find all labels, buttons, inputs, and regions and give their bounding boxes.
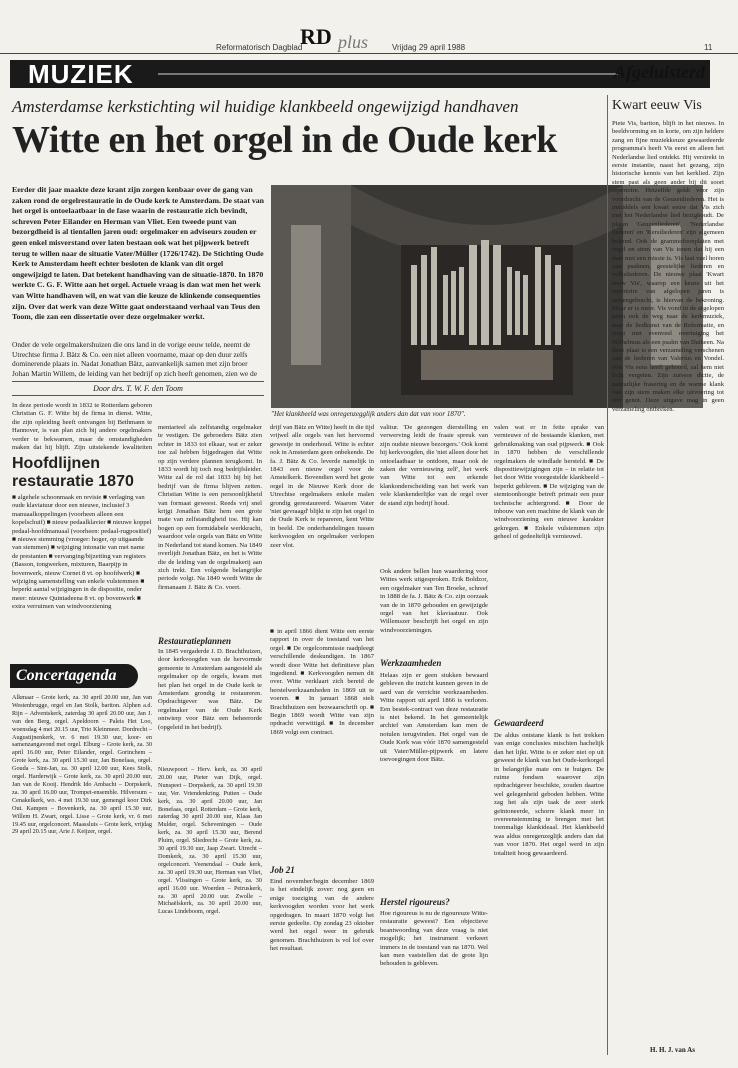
sidebar-divider	[607, 95, 608, 1055]
sidebar-signature: H. H. J. van As	[650, 1046, 695, 1054]
subhead-hoofdlijnen: Hoofdlijnen restauratie 1870	[12, 455, 134, 490]
article-col4c: Helaas zijn er geen stukken bewaard gebleven die inzicht kunnen geven in de aard van de verrichte werkzaamheden. Witte rapport uit april 1866 is verloren. Een bestek-contract van deze restauratie is niet bekend. In het gemeentelijk archief van Amsterdam kan men de notulen terugvinden. Het orgel van de Oude Kerk was vóór 1870 samengesteld uit Vater/Müller-pijpwerk en latere toevoegingen door Bätz.	[380, 672, 488, 764]
article-col3b: ■ in april 1866 dient Witte een eerste rapport in over de toestand van het orgel. ■ De orgelcommissie raadpleegt verschillende deskundigen. In 1867 wordt door Witte het definitieve plan ingediend. ■ Kerkvoogden nemen dit over. Witte verklaart zich bereid de herstelwerkzaamheden in 1869 uit te voeren. ■ In januari 1868 stelt Brachthuizen een bezwaarschrift op. ■ Begin 1869 wordt Witte van zijn opdracht verwittigd. ■ In december 1869 volgt een contract.	[270, 628, 374, 736]
concert-agenda-tag: Concertagenda	[10, 664, 138, 688]
section-title: MUZIEK	[28, 59, 134, 89]
section-bar-rule	[158, 73, 618, 75]
masthead-date: Vrijdag 29 april 1988	[392, 43, 466, 52]
masthead	[0, 24, 738, 54]
masthead-logo: RD	[300, 24, 332, 49]
article-col3c: Eind november/begin december 1869 is het eindelijk zover: nog geen en enige toeziging van de andere kerkvoogden worden voor het werk opgedragen. In maart 1870 volgt het eerste gedeelte. Op zondag 23 oktober werd het orgel weer in gebruik genomen. Brachthuizen is vol lof over het resultaat.	[270, 878, 374, 953]
concert-col2: Nieuwpoort – Herv. kerk, za. 30 april 20.00 uur, Pieter van Dijk, orgel. Nunspeet – Dorpskerk, za. 30 april 19.30 uur, Ver. Vriendenkring. Putten – Oude kerk, za. 30 april 20.00 uur, Jan Bonefaas, orgel. Rotterdam – Grote kerk, zaterdag 30 april 20.00 uur, Klaas Jan Mulder, orgel. Scheveningen – Oude kerk, za. 30 april 15.30 uur, Berend Pluim, orgel. Sliedrecht – Grote kerk, za. 30 april 19.30 uur, Jaap Zwart. Utrecht – Domkerk, za. 30 april 15.30 uur, orgelconcert. Veenendaal – Oude kerk, za. 30 april 19.30 uur, Herman van Vliet, orgel. Vlissingen – Grote kerk, za. 30 april 16.00 uur. Woerden – Petruskerk, za. 30 april 20.00 uur. Zwolle – Michaëlskerk, za. 30 april 20.00 uur, Lucas Lindeboom, orgel.	[158, 766, 262, 916]
article-intro-2: Onder de vele orgelmakershuizen die ons land in de vorige eeuw telde, neemt de Utrechtse firma J. Bätz & Co. een niet alleen voorname, maar op den duur zelfs dominerende plaats in. Nadat Jonathan Bätz, aanvankelijk samen met zijn broer Johan Martin Willem, de leiding van het bedrijf op zich heeft genomen, zien we de	[12, 340, 258, 378]
article-col4b: Ook andere bellen hun waardering voor Wittes werk uitgesproken. Erik Boldzor, een orgelmaker van Ten Broeke, schreef in 1888 de fa. J. Bätz & Co. zijn oorzaak van de in 1870 gehouden en gewijzigde orgel van het klaviaatuur. Ook Willemszer beschrijft het orgel en zijn windvoorzieningen.	[380, 568, 488, 634]
masthead-plus: plus	[338, 32, 369, 52]
sidebar-title: Kwart eeuw Vis	[612, 98, 702, 113]
masthead-rule	[0, 53, 738, 54]
article-col2: mentarieel als zelfstandig orgelmaker te vestigen. De gebroeders Bätz zien echter in 1833 tot elkaar, wat er zeker toe zal hebben bijgedragen dat Witte op zijn verdere plannen terugkomt. In 1833 wordt hij toch nog bedrijfsleider. Witte zal de rol dat 1833 hij bij het bedrijf van de firma blijven zetten. Christian Witte is een persoonlijkheid van formaat geweest. Reeds vrij snel krijgt Jonathan Bätz hem een grote mate van zelfstandigheid toe. Hij kan bogen op een formidabele werkkracht, waardoor vele orgels van Bätz en Witte in Nederland tot stand komen. Na 1849 overlijdt Jonathan Bätz, en het is Witte die de leiding van de orgelmakerij aan zich trekt. Een volgende belangrijke periode volgt. Na 1849 wordt Witte de firmanaam J. Bätz & Co. voert.	[158, 424, 262, 591]
subhead-job21: Job 21	[270, 865, 295, 875]
article-col5b: De aldus ontstane klank is het trekken van enige conclusies mischien hachelijk dan het lijkt. Witte is er zeker niet op uit geweest de klank van het Oude-kerkorgel in belangrijke mate om te buigen. De ruime fondsen waarover zijn opdrachtgever beschikte, zouden daartoe wel gelegenheid geboden hebben. Witte zag het als zijn taak de zeer sterk geïntoneerde, schorre klank meer in overeenstemming te brengen met het toenmalige klankideaal. Het klankbeeld was aldus onregenzeglijk anders dan dat van voor 1870. Het orgel werd in zijn totaliteit hoog gewaardeerd.	[494, 732, 604, 857]
photo-caption: "Het klankbeeld was onregenzegglijk anders dan dat van voor 1870".	[271, 410, 466, 418]
article-intro: Eerder dit jaar maakte deze krant zijn zorgen kenbaar over de gang van zaken rond de orgelrestauratie in de Oude kerk te Amsterdam. De staat van het orgel is ontoelaatbaar in de fase waarin de restauratie zich bevindt, schreven Peter Eilander en Herman van Vliet. Een tweede punt van bezorgdheid is al tientallen jaren oud: orgelmaker en adviseurs zouden er geen enkel misverstand over laten bestaan ook wat het pijpwerk betreft terug te willen naar de situatie Vater/Müller (1726/1742). De Stichting Oude Kerk te Amsterdam heeft echter besloten de klank van dit orgel ongewijzigd te laten. Dat betekent handhaving van de situatie-1870. In 1870 werkte C. G. F. Witte aan het orgel. Actuele vraag is dan wat men het werk van Witte handhaven wil, en wat van die keuze de klinkende consequenties zijn. Over dat werk van deze Witte gaat onderstaand verhaal van Teus den Toom, die zan een dissertatie over deze orgelmaker werkt.	[12, 185, 264, 322]
subhead-werkzaamheden: Werkzaamheden	[380, 658, 442, 668]
article-col4d: Hoe rigoureus is nu de rigoureuze Witte-restauratie geweest? Een objectieve beantwoording van deze vraag is niet mogelijk; het instrument verkeert immers in de toestand van na 1870. Wel kan men vaststellen dat de grote lijn behouden is gebleven.	[380, 910, 488, 968]
subhead-gewaardeerd: Gewaardeerd	[494, 718, 544, 728]
sidebar-body: Piete Vis, bariton, blijft in het nieuws. In beeldvorming en in korte, om zijn heldere zang en fijne muziekkeuze gewaardeerde programma's heeft Vis eerst en alleen het Nederlandse lied ontdekt. Hij verstrekt in eerste instantie, naast het gezang, zijn historische kennis van het kerklied. Zijn stem past als geen ander bij dit soort repertoire. Hetzelfde geldt voor zijn voordracht van de Geuzenliederen. Het is inmiddels een kwart eeuw dat Vis zich met het Nederlandse lied bezighoudt. De platen 'Geuzenliederen', 'Nederlandse liederen' en 'Kerstliederen' zijn algemeen bekend. Ook de grammofoonplaten met orgel en stem van Vis tonen dat hij een man met een missie is. Vis laat veel horen van psalmen, geestelijke liederen en volksliederen. De nieuwe plaat 'Kwart eeuw Vis', waarop een keuze uit het repertoire van afgelopen jaren is samengebracht, is hiervan de bekroning. Maar er is meer. Vis vond in de afgelopen jaren ook de weg naar de kerkmuziek, naar de liedkunst van de Reformatie, en zingt met evenveel overtuiging het Wilhelmus als een psalm van Datheen. Na deze plaat is een verzameling verschenen van de liederen van Valerius en Vondel. Wie Vis eens heeft gehoord, zal hem niet licht vergeten. Zijn zuivere dictie, de natuurlijke frasering en de warme klank van zijn stem maken elke uitvoering tot een genot. Deze uitgave mag in geen verzameling ontbreken.	[612, 120, 724, 413]
restoration-bullets: ■ algehele schoonmaak en revisie ■ verlaging van oude klaviatuur door een nieuwe, inclusief 3 manuaalkoppelingen (voorheen alleen een kopelschuif) ■ nieuw pedaalklavier ■ nieuwe koppel pedaal-hoofdmanuaal (voorheen: pedaal-rugpositief) ■ nieuwe stemming (vroeger: hoger, op uitgaande van stemmen) ■ wijziging intonatie van met name de prestanten ■ vervanging/bijzetting van registers (Basson, tongwerken, mixturen, Baarpijp in bovenwerk, nieuw Cornet 8 vt. op hoofdwerk) ■ wijziging samenstelling van enkele vulstemmen ■ beperkt aantal wijzigingen in de dispositie, onder meer: nieuwe Quintadeena 8 vt. op bovenwerk ■ extra verruimen van windvoorziening	[12, 494, 152, 611]
article-col3: drijf van Bätz en Witte) heeft in die tijd vrijwel alle orgels van het hervormd gewestje in onderhoud. Witte is echter ook in Amsterdam geen onbekende. De fa. J. Bätz & Co. leverde namelijk in 1843 een nieuw orgel voor de Amstelkerk. Bovendien werd het grote orgel in de Nieuwe Kerk door de Utrechtse orgelmakers enkele malen grondig gerestaureerd. Waarom Vater 'niet gevraagd' blijkt te zijn het orgel in de Oude Kerk te repareren, kent Witte in beeld. De onderhandelingen tussen kerkvoogden en orgelmaker verlopen zeer vlot.	[270, 424, 374, 549]
article-col5: valen wat er in feite sprake van vernieuwe of de bestaande klanken, met gebruikmaking van oud pijpwerk. ■ Ook in 1870 hebben de verschillende orgelmakers de windlade hersteld. ■ De dispositiewijzigingen zijn – in relatie tot het door Witte voorgestelde klankbeeld – beperkt gebleven. ■ De wijziging van de stemtoonhoogte betreft primair een puur technische achtergrond. ■ Door de inbouw van een machine de klank van de windvoorziening een nieuwe karakter gekregen. ■ Enkele vulstemmen zijn geheel of gedeeltelijk vernieuwd.	[494, 424, 604, 541]
subhead-herstel: Herstel rigoureus?	[380, 897, 450, 907]
article-kicker: Amsterdamse kerkstichting wil huidige klankbeeld ongewijzigd handhaven	[12, 97, 519, 116]
article-col2b: In 1845 vergaderde J. D. Brachthuizen, door kerkvoogden van de hervormde gemeente te Amsterdam aangesteld als orgelmaker op de orgels, kwam met het plan het orgel in de Oude kerk te Amsterdam grondig te restaureren. Opdrachtgever was Bätz. De orgelmaker van de Oude Kerk ontwierp voor Bätz een beheerorde (opgeleid in het bedrijf).	[158, 648, 262, 731]
article-col1: In deze periode wordt in 1832 te Rotterdam geboren Christian G. F. Witte bij de firma in dienst. Witte, die zijn opleiding heeft ontvangen bij Bethmann te Hannover, is van plan zich bij andere orgelmakers verder te bekwamen, maar de omstandigheden maken dat hij blijft. Zijn uitstekende kwaliteiten	[12, 402, 152, 452]
article-headline: Witte en het orgel in de Oude kerk	[12, 119, 557, 161]
concert-col1: Alkmaar – Grote kerk, za. 30 april 20.00 uur, Jan van Westenbrugge, orgel en Jan Stolk, bariton. Alphen a.d. Rijn – Adventskerk, zaterdag 30 april 20.00 uur, Jan J. van den Berg, orgel. Apeldoorn – Paleis Het Loo, woensdag 4 mei 20.15 uur, Trio Kleinmeer. Dordrecht – Augustijnenkerk, vr. 6 mei 19.30 uur, koor- en samenzangavond met orgel. Elburg – Grote kerk, za. 30 april 16.00 uur, Peter Eilander, orgel. Gorinchem – Grote kerk, za. 30 april 15.30 uur, Jan Bonefaas, orgel. Gouda – Sint-Jan, za. 30 april 12.00 uur, Kees Stolk, orgel. Harderwijk – Grote kerk, za. 30 april 20.00 uur, Jan van de Kooij. Hendrik Ido Ambacht – Dorpskerk, za. 30 april 16.00 uur, Trompet-ensemble. Hilversum – Cenakelkerk, wo. 4 mei 19.30 uur, gemengd koor Dirk Out. Kampen – Bovenkerk, za. 30 april 15.30 uur, Willem H. Zwart, orgel. Lisse – Grote kerk, vr. 6 mei 19.45 uur, orgelconcert. Maassluis – Grote kerk, vrijdag 29 april 20.15 uur, Arie J. Keijzer, orgel.	[12, 694, 152, 836]
afgeluisterd-label: Afgeluisterd	[614, 62, 706, 82]
masthead-paper-name: Reformatorisch Dagblad	[216, 43, 303, 52]
article-byline: Door drs. T. W. F. den Toom	[12, 381, 264, 396]
page-number: 11	[704, 43, 713, 52]
subhead-restauratieplannen: Restauratieplannen	[158, 636, 232, 646]
article-col4: valitur. 'De gezongen dierstelling en verwerving leidt de fraaie spreuk van zijn oudste nieuwe bezorgers.' Ook komt hij kerkvoogden, die 'niet alleen door het ontoelaatbaar te ontdoen, maar ook de zaken der vernieuwing zelf', het werk van Witte tot een erkende klankonderscheiding van het werk van vele klankenderlijke van de orgel over de stand zijn bedrijf houd.	[380, 424, 488, 507]
